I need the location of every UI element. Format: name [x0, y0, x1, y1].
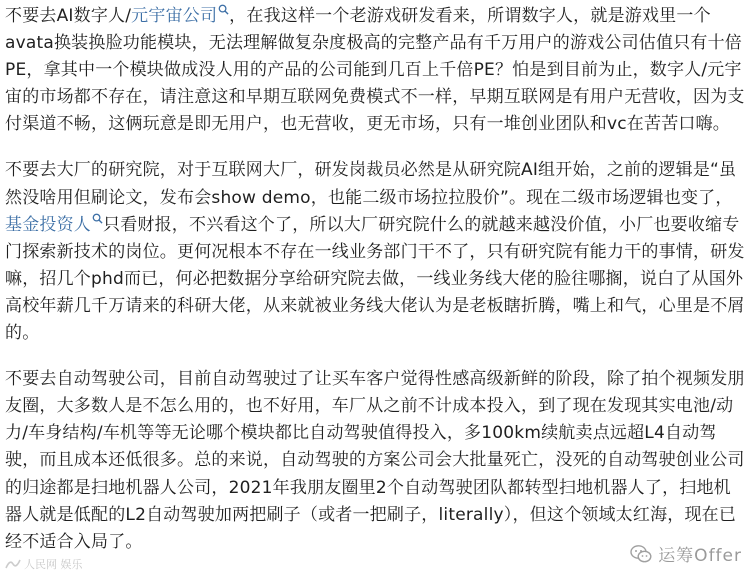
logo-icon — [5, 558, 21, 570]
watermark-right-text: 运筹Offer — [658, 546, 742, 566]
paragraph-text: 不要去大厂的研究院，对于互联网大厂，研发岗裁员必然是从研究院AI组开始，之前的逻辑是“虽然没啥用但刷论文，发布会show demo，也能二级市场拉拉股价”。现在二级市场逻辑也变了， — [5, 160, 737, 208]
keyword-link-metaverse-company[interactable] — [131, 6, 229, 26]
watermark-right — [630, 541, 742, 566]
keyword-link-fund-investor[interactable] — [5, 215, 103, 235]
paragraph-3 — [5, 366, 747, 556]
search-icon — [92, 213, 103, 224]
paragraph-text: 不要去自动驾驶公司，目前自动驾驶过了让买车客户觉得性感高级新鲜的阶段，除了拍个视频发朋友圈，大多数人是不怎么用的，也不好用，车厂从之前不计成本投入，到了现在发现其实电池/动力/车身结构/车机等等无论哪个模块都比自动驾驶值得投入，多100km续航卖点远超L4自动驾驶，而且成本还低很多。总的来说，自动驾驶的方案公司会大批量死亡，没死的自动驾驶创业公司的归途都是扫地机器人公司，2021年我朋友圈里2个自动驾驶团队都转型扫地机器人了，扫地机器人就是低配的L2自动驾驶加两把刷子（或者一把刷子，literally），但这个领域太红海，现在已经不适合入局了。 — [5, 369, 745, 552]
wechat-icon — [630, 544, 652, 564]
paragraph-text: 不要去AI数字人/ — [5, 6, 132, 26]
paragraph-2 — [5, 157, 747, 347]
paragraph-text: ，在我这样一个老游戏研发看来，所谓数字人，就是游戏里一个avata换装换脸功能模块，无法理解做复杂度极高的完整产品有千万用户的游戏公司估值只有十倍PE，拿其中一个模块做成没人用的产品的公司能到几百上千倍PE？怕是到目前为止，数字人/元宇宙的市场都不存在，请注意这和早期互联网免费模式不一样，早期互联网是有用户无营收，因为支付渠道不畅，这俩玩意是即无用户，也无营收，更无市场，只有一堆创业团队和vc在苦苦口嗨。 — [5, 6, 745, 135]
keyword-link-label: 元宇宙公司 — [131, 6, 218, 26]
keyword-link-label: 基金投资人 — [5, 214, 91, 235]
watermark-left — [5, 556, 83, 572]
article-body — [5, 0, 747, 575]
search-icon — [218, 4, 229, 15]
paragraph-text: 只看财报，不兴看这个了，所以大厂研究院什么的就越来越没价值，小厂也要收缩专门探索新技术的岗位。更何况根本不存在一线业务部门干不了，只有研究院有能力干的事情，研发嘛，招几个phd而已，何必把数据分享给研究院去做，一线业务线大佬的脸往哪搁，说白了从国外高校年薪几千万请来的科研大佬，从来就被业务线大佬认为是老板瞎折腾，嘴上和气，心里是不屑的。 — [5, 214, 745, 344]
watermark-left-text: 人民网 娱乐 — [24, 558, 83, 571]
paragraph-1 — [5, 3, 747, 138]
